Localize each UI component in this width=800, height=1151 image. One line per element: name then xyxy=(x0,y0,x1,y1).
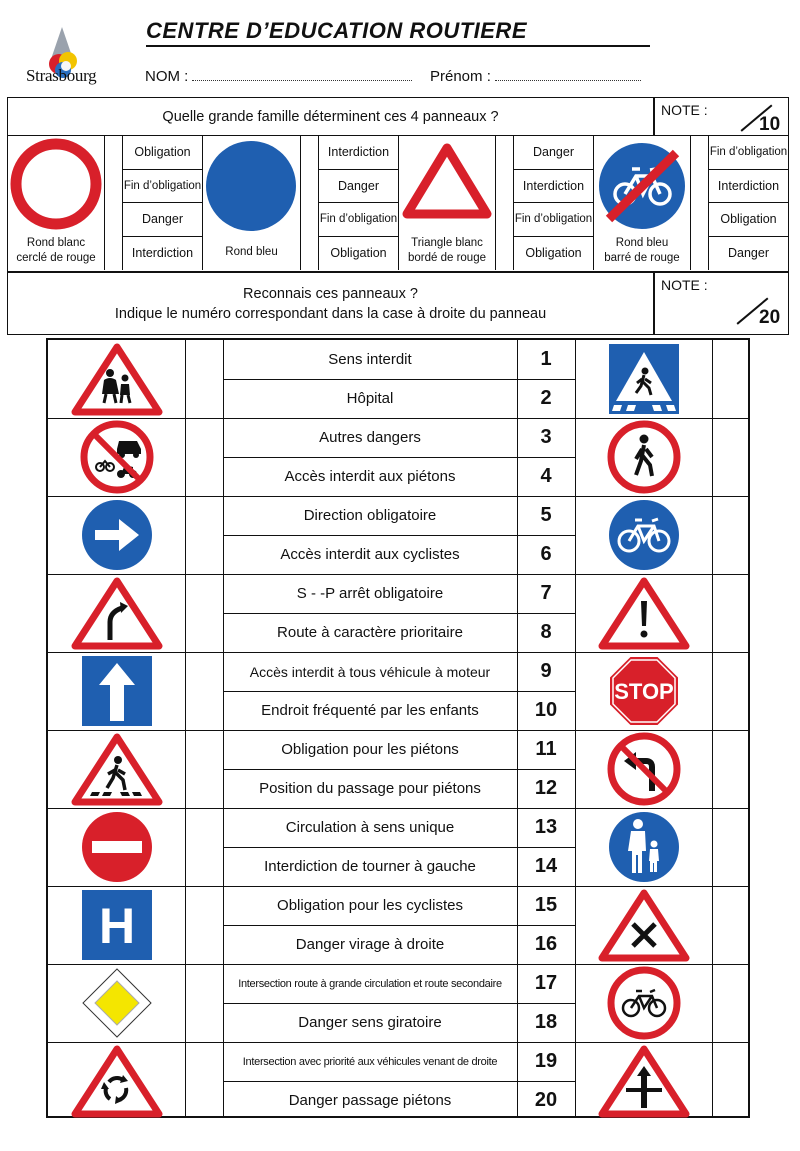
family-caption: Rond bleu xyxy=(225,246,278,258)
signs-grid xyxy=(46,338,750,1118)
hospital-icon xyxy=(81,889,153,961)
no-left-turn-icon xyxy=(606,731,682,807)
answer-box-left[interactable] xyxy=(185,964,223,1042)
option[interactable]: Obligation xyxy=(709,203,788,237)
option[interactable]: Danger xyxy=(728,246,769,261)
family-sign-cell xyxy=(8,136,105,270)
sign-pedestrian-crossing-warning xyxy=(48,730,185,808)
no-entry-icon xyxy=(79,809,155,885)
note-box-2[interactable] xyxy=(654,272,789,335)
answer-box-left[interactable] xyxy=(185,730,223,808)
option[interactable]: Danger xyxy=(319,170,398,204)
family-options xyxy=(709,136,788,270)
sign-label: Danger sens giratoire xyxy=(298,1014,442,1031)
family-sign-cell xyxy=(594,136,691,270)
sign-stop xyxy=(575,652,712,730)
sign-priority-intersection xyxy=(575,1042,712,1120)
one-way-up-icon xyxy=(81,655,153,727)
sign-no-cycles xyxy=(575,964,712,1042)
note-label: NOTE : xyxy=(661,277,708,293)
sign-no-motor-vehicles xyxy=(48,418,185,496)
option[interactable]: Interdiction xyxy=(131,246,194,261)
white-red-circle-sign xyxy=(8,136,105,236)
sign-number: 8 xyxy=(540,621,552,643)
sign-number: 15 xyxy=(534,894,558,916)
sign-label: Obligation pour les cyclistes xyxy=(277,897,463,914)
svg-text:H: H xyxy=(98,898,135,954)
sign-number: 14 xyxy=(534,855,558,877)
sign-number: 7 xyxy=(540,582,552,604)
family-options xyxy=(319,136,399,270)
priority-intersection-icon xyxy=(597,1044,691,1118)
sign-pedestrian-obligation xyxy=(575,808,712,886)
answer-box-right[interactable] xyxy=(712,964,748,1042)
option[interactable]: Fin d’obligation xyxy=(514,203,593,237)
families-row xyxy=(7,136,789,272)
sign-no-entry xyxy=(48,808,185,886)
family-caption: Rond bleu barré de rouge xyxy=(604,237,680,264)
sign-label: Intersection avec priorité aux véhicules venant de droite xyxy=(242,1055,498,1068)
sign-label: Accès interdit aux piétons xyxy=(284,468,456,485)
logo-text: Strasbourg xyxy=(26,66,97,85)
sign-number: 1 xyxy=(540,348,552,370)
sign-priority-road xyxy=(48,964,185,1042)
option[interactable]: Fin d’obligation xyxy=(123,170,202,204)
nom-label: NOM : xyxy=(145,68,189,85)
sign-number: 2 xyxy=(540,387,552,409)
option[interactable]: Obligation xyxy=(123,136,202,170)
family-sign-cell xyxy=(399,136,496,270)
sign-number: 19 xyxy=(534,1050,558,1072)
sign-label: Danger passage piétons xyxy=(288,1092,452,1109)
note-box-1[interactable] xyxy=(654,97,789,136)
children-warning-icon xyxy=(70,342,164,416)
sign-label: Intersection route à grande circulation et route secondaire xyxy=(238,977,502,990)
sign-no-left-turn xyxy=(575,730,712,808)
prenom-input-line[interactable] xyxy=(495,69,641,81)
sign-label: Position du passage pour piétons xyxy=(259,780,481,797)
nom-input-line[interactable] xyxy=(192,69,412,81)
sign-one-way xyxy=(48,652,185,730)
sign-number: 16 xyxy=(534,933,558,955)
answer-box-right[interactable] xyxy=(712,730,748,808)
no-cycles-icon xyxy=(606,965,682,1041)
note-total: 10 xyxy=(759,114,781,135)
option[interactable]: Danger xyxy=(514,136,593,170)
priority-road-icon xyxy=(81,967,153,1039)
sign-label: Circulation à sens unique xyxy=(285,819,455,836)
answer-box-left[interactable] xyxy=(185,340,223,418)
answer-box-right[interactable] xyxy=(712,496,748,574)
sign-number: 5 xyxy=(540,504,552,526)
family-answer-checks[interactable] xyxy=(301,136,319,270)
sign-number: 11 xyxy=(535,738,557,760)
option[interactable]: Fin d’obligation xyxy=(709,136,788,170)
page-title: CENTRE D’EDUCATION ROUTIERE xyxy=(146,18,527,43)
sign-label: Autres dangers xyxy=(319,429,421,446)
sign-number: 20 xyxy=(534,1089,558,1111)
option[interactable]: Interdiction xyxy=(319,136,398,170)
instructions-signs xyxy=(7,272,654,335)
arrow-right-icon xyxy=(79,497,155,573)
sign-label: Route à caractère prioritaire xyxy=(277,624,463,641)
sign-right-priority xyxy=(575,886,712,964)
sign-label: Accès interdit aux cyclistes xyxy=(280,546,460,563)
answer-box-right[interactable] xyxy=(712,340,748,418)
curve-right-warning-icon xyxy=(70,576,164,650)
note-label: NOTE : xyxy=(661,102,708,118)
answer-box-left[interactable] xyxy=(185,886,223,964)
sign-children xyxy=(48,340,185,418)
sign-number: 12 xyxy=(534,777,558,799)
family-answer-checks[interactable] xyxy=(496,136,514,270)
answer-box-left[interactable] xyxy=(185,496,223,574)
answer-box-right[interactable] xyxy=(712,574,748,652)
pedestrians-icon xyxy=(606,809,682,885)
option[interactable]: Danger xyxy=(123,203,202,237)
sign-hospital xyxy=(48,886,185,964)
sign-cycle-obligation xyxy=(575,496,712,574)
sign-other-danger xyxy=(575,574,712,652)
answer-box-right[interactable] xyxy=(712,808,748,886)
answer-box-left[interactable] xyxy=(185,418,223,496)
option[interactable]: Fin d’obligation xyxy=(319,203,398,237)
sign-number: 6 xyxy=(540,543,552,565)
cross-warning-icon xyxy=(597,888,691,962)
stop-sign-icon xyxy=(607,654,681,728)
exclamation-warning-icon xyxy=(597,576,691,650)
answer-box-left[interactable] xyxy=(185,1042,223,1120)
red-triangle-sign xyxy=(399,136,496,236)
sign-no-pedestrians xyxy=(575,418,712,496)
sign-label: Sens interdit xyxy=(328,351,412,368)
family-options xyxy=(514,136,594,270)
title-underline xyxy=(146,45,650,47)
sign-label: Direction obligatoire xyxy=(303,507,437,524)
answer-box-right[interactable] xyxy=(712,652,748,730)
sign-curve-right xyxy=(48,574,185,652)
blue-circle-sign xyxy=(203,136,301,236)
sign-direction-right xyxy=(48,496,185,574)
answer-box-left[interactable] xyxy=(185,574,223,652)
option[interactable]: Interdiction xyxy=(709,170,788,204)
sign-roundabout xyxy=(48,1042,185,1120)
no-pedestrians-icon xyxy=(606,419,682,495)
end-cycle-obligation-sign xyxy=(594,136,691,236)
option[interactable]: Obligation xyxy=(330,246,387,261)
family-caption: Rond blanc cerclé de rouge xyxy=(16,237,96,264)
no-motor-vehicles-icon xyxy=(79,419,155,495)
family-answer-checks[interactable] xyxy=(105,136,123,270)
family-answer-checks[interactable] xyxy=(691,136,709,270)
prenom-field[interactable] xyxy=(430,68,641,85)
pedestrian-crossing-position-icon xyxy=(608,343,680,415)
question-families: Quelle grande famille déterminent ces 4 panneaux ? xyxy=(7,97,654,136)
family-sign-cell xyxy=(203,136,301,270)
sign-label: Endroit fréquenté par les enfants xyxy=(261,702,479,719)
instruction-line-2: Indique le numéro correspondant dans la case à droite du panneau xyxy=(114,305,547,322)
answer-box-right[interactable] xyxy=(712,418,748,496)
sign-number: 3 xyxy=(540,426,552,448)
option[interactable]: Obligation xyxy=(525,246,582,261)
note-total: 20 xyxy=(759,307,781,328)
sign-number: 10 xyxy=(534,699,558,721)
sign-label: S - -P arrêt obligatoire xyxy=(296,585,444,602)
family-options xyxy=(123,136,203,270)
roundabout-warning-icon xyxy=(70,1044,164,1118)
nom-field[interactable] xyxy=(145,68,412,85)
answer-box-right[interactable] xyxy=(712,886,748,964)
sign-number: 9 xyxy=(540,660,552,682)
answer-box-right[interactable] xyxy=(712,1042,748,1120)
family-caption: Triangle blanc bordé de rouge xyxy=(407,237,486,264)
option[interactable]: Interdiction xyxy=(514,170,593,204)
sign-label: Danger virage à droite xyxy=(295,936,445,953)
sign-label: Accès interdit à tous véhicule à moteur xyxy=(249,663,491,680)
sign-label: Interdiction de tourner à gauche xyxy=(264,858,476,875)
sign-number: 18 xyxy=(534,1011,558,1033)
answer-box-left[interactable] xyxy=(185,808,223,886)
answer-box-left[interactable] xyxy=(185,652,223,730)
instruction-line-1: Reconnais ces panneaux ? xyxy=(243,285,418,302)
prenom-label: Prénom : xyxy=(430,68,491,85)
sign-number: 4 xyxy=(540,465,552,487)
pedestrian-crossing-warning-icon xyxy=(70,732,164,806)
sign-label: Hôpital xyxy=(346,390,394,407)
sign-label: Obligation pour les piétons xyxy=(281,741,459,758)
sign-number: 13 xyxy=(534,816,558,838)
bicycle-icon xyxy=(606,497,682,573)
sign-pedestrian-crossing-position xyxy=(575,340,712,418)
svg-text:STOP: STOP xyxy=(613,679,674,704)
sign-number: 17 xyxy=(534,972,558,994)
